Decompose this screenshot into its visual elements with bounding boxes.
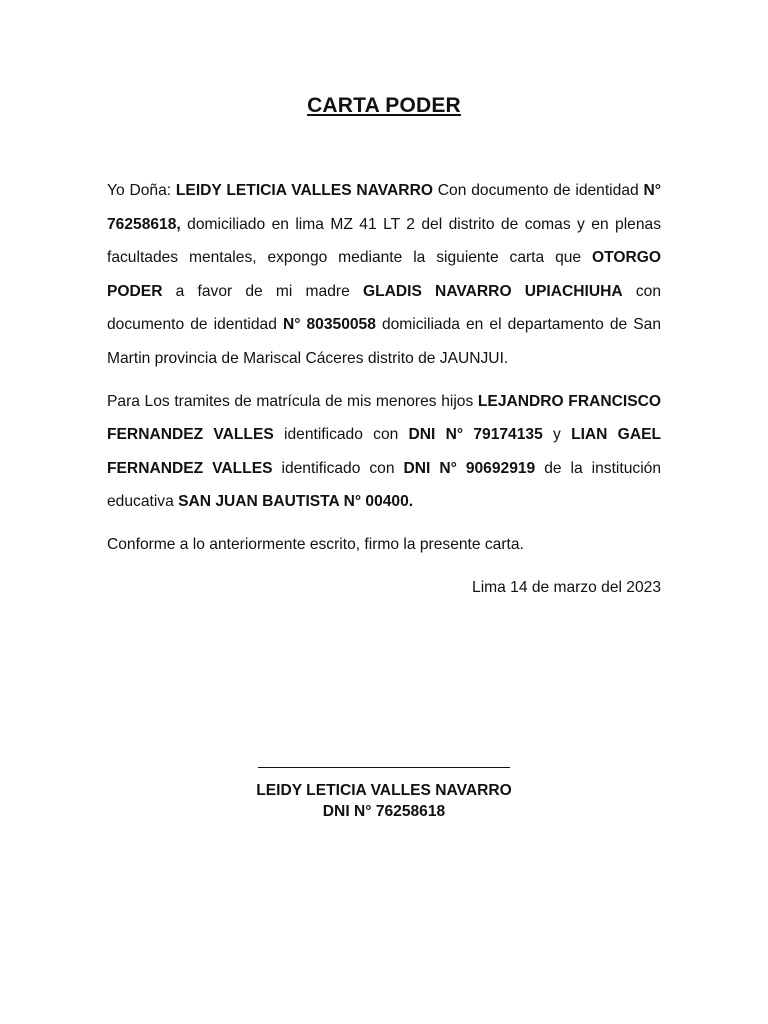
grantor-id: N° 76258618, xyxy=(107,182,661,233)
text-span: y xyxy=(542,426,572,443)
text-span: con documento de identidad xyxy=(107,282,662,333)
text-span: domiciliada en el departamento de San Martin provincia de Mariscal Cáceres distrito de JAUNJUI. xyxy=(107,316,661,367)
text-span: domiciliado en lima MZ 41 LT 2 del distrito de comas y en plenas facultades mentales, expongo mediante la siguiente carta que xyxy=(107,215,661,266)
child-name-1: LEJANDRO FRANCISCO FERNANDEZ VALLES xyxy=(107,392,661,443)
child-name-2: LIAN GAEL FERNANDEZ VALLES xyxy=(107,426,662,477)
child-id-1: DNI N° 79174135 xyxy=(408,426,543,443)
text-span: Con documento de identidad xyxy=(432,182,644,199)
document-title: CARTA PODER xyxy=(307,94,461,117)
grantee-name: GLADIS NAVARRO UPIACHIUHA xyxy=(362,282,623,300)
paragraph-closing: Conforme a lo anteriormente escrito, firmo la presente carta. xyxy=(107,536,524,553)
signature-line xyxy=(258,756,510,768)
paragraph-declaration xyxy=(107,174,661,375)
text-span: identificado con xyxy=(273,426,409,443)
paragraph-purpose xyxy=(107,385,661,519)
text-span: identificado con xyxy=(272,459,404,477)
text-span: a favor de mi madre xyxy=(162,282,363,300)
child-id-2: DNI N° 90692919 xyxy=(403,459,536,477)
text-span: Para Los tramites de matrícula de mis menores hijos xyxy=(107,392,478,410)
text-span: Yo Doña: xyxy=(107,182,176,199)
signature-block xyxy=(0,756,768,822)
text-span: de la institución educativa xyxy=(107,459,661,510)
grantor-name: LEIDY LETICIA VALLES NAVARRO xyxy=(175,182,433,199)
grantee-id: N° 80350058 xyxy=(282,316,376,333)
signatory-name: LEIDY LETICIA VALLES NAVARRO xyxy=(256,782,512,799)
letter-body xyxy=(107,174,661,614)
letter-date: Lima 14 de marzo del 2023 xyxy=(472,579,661,596)
school-name: SAN JUAN BAUTISTA N° 00400. xyxy=(178,493,414,510)
grant-phrase: OTORGO PODER xyxy=(107,249,661,300)
signatory-dni: DNI N° 76258618 xyxy=(322,803,446,820)
